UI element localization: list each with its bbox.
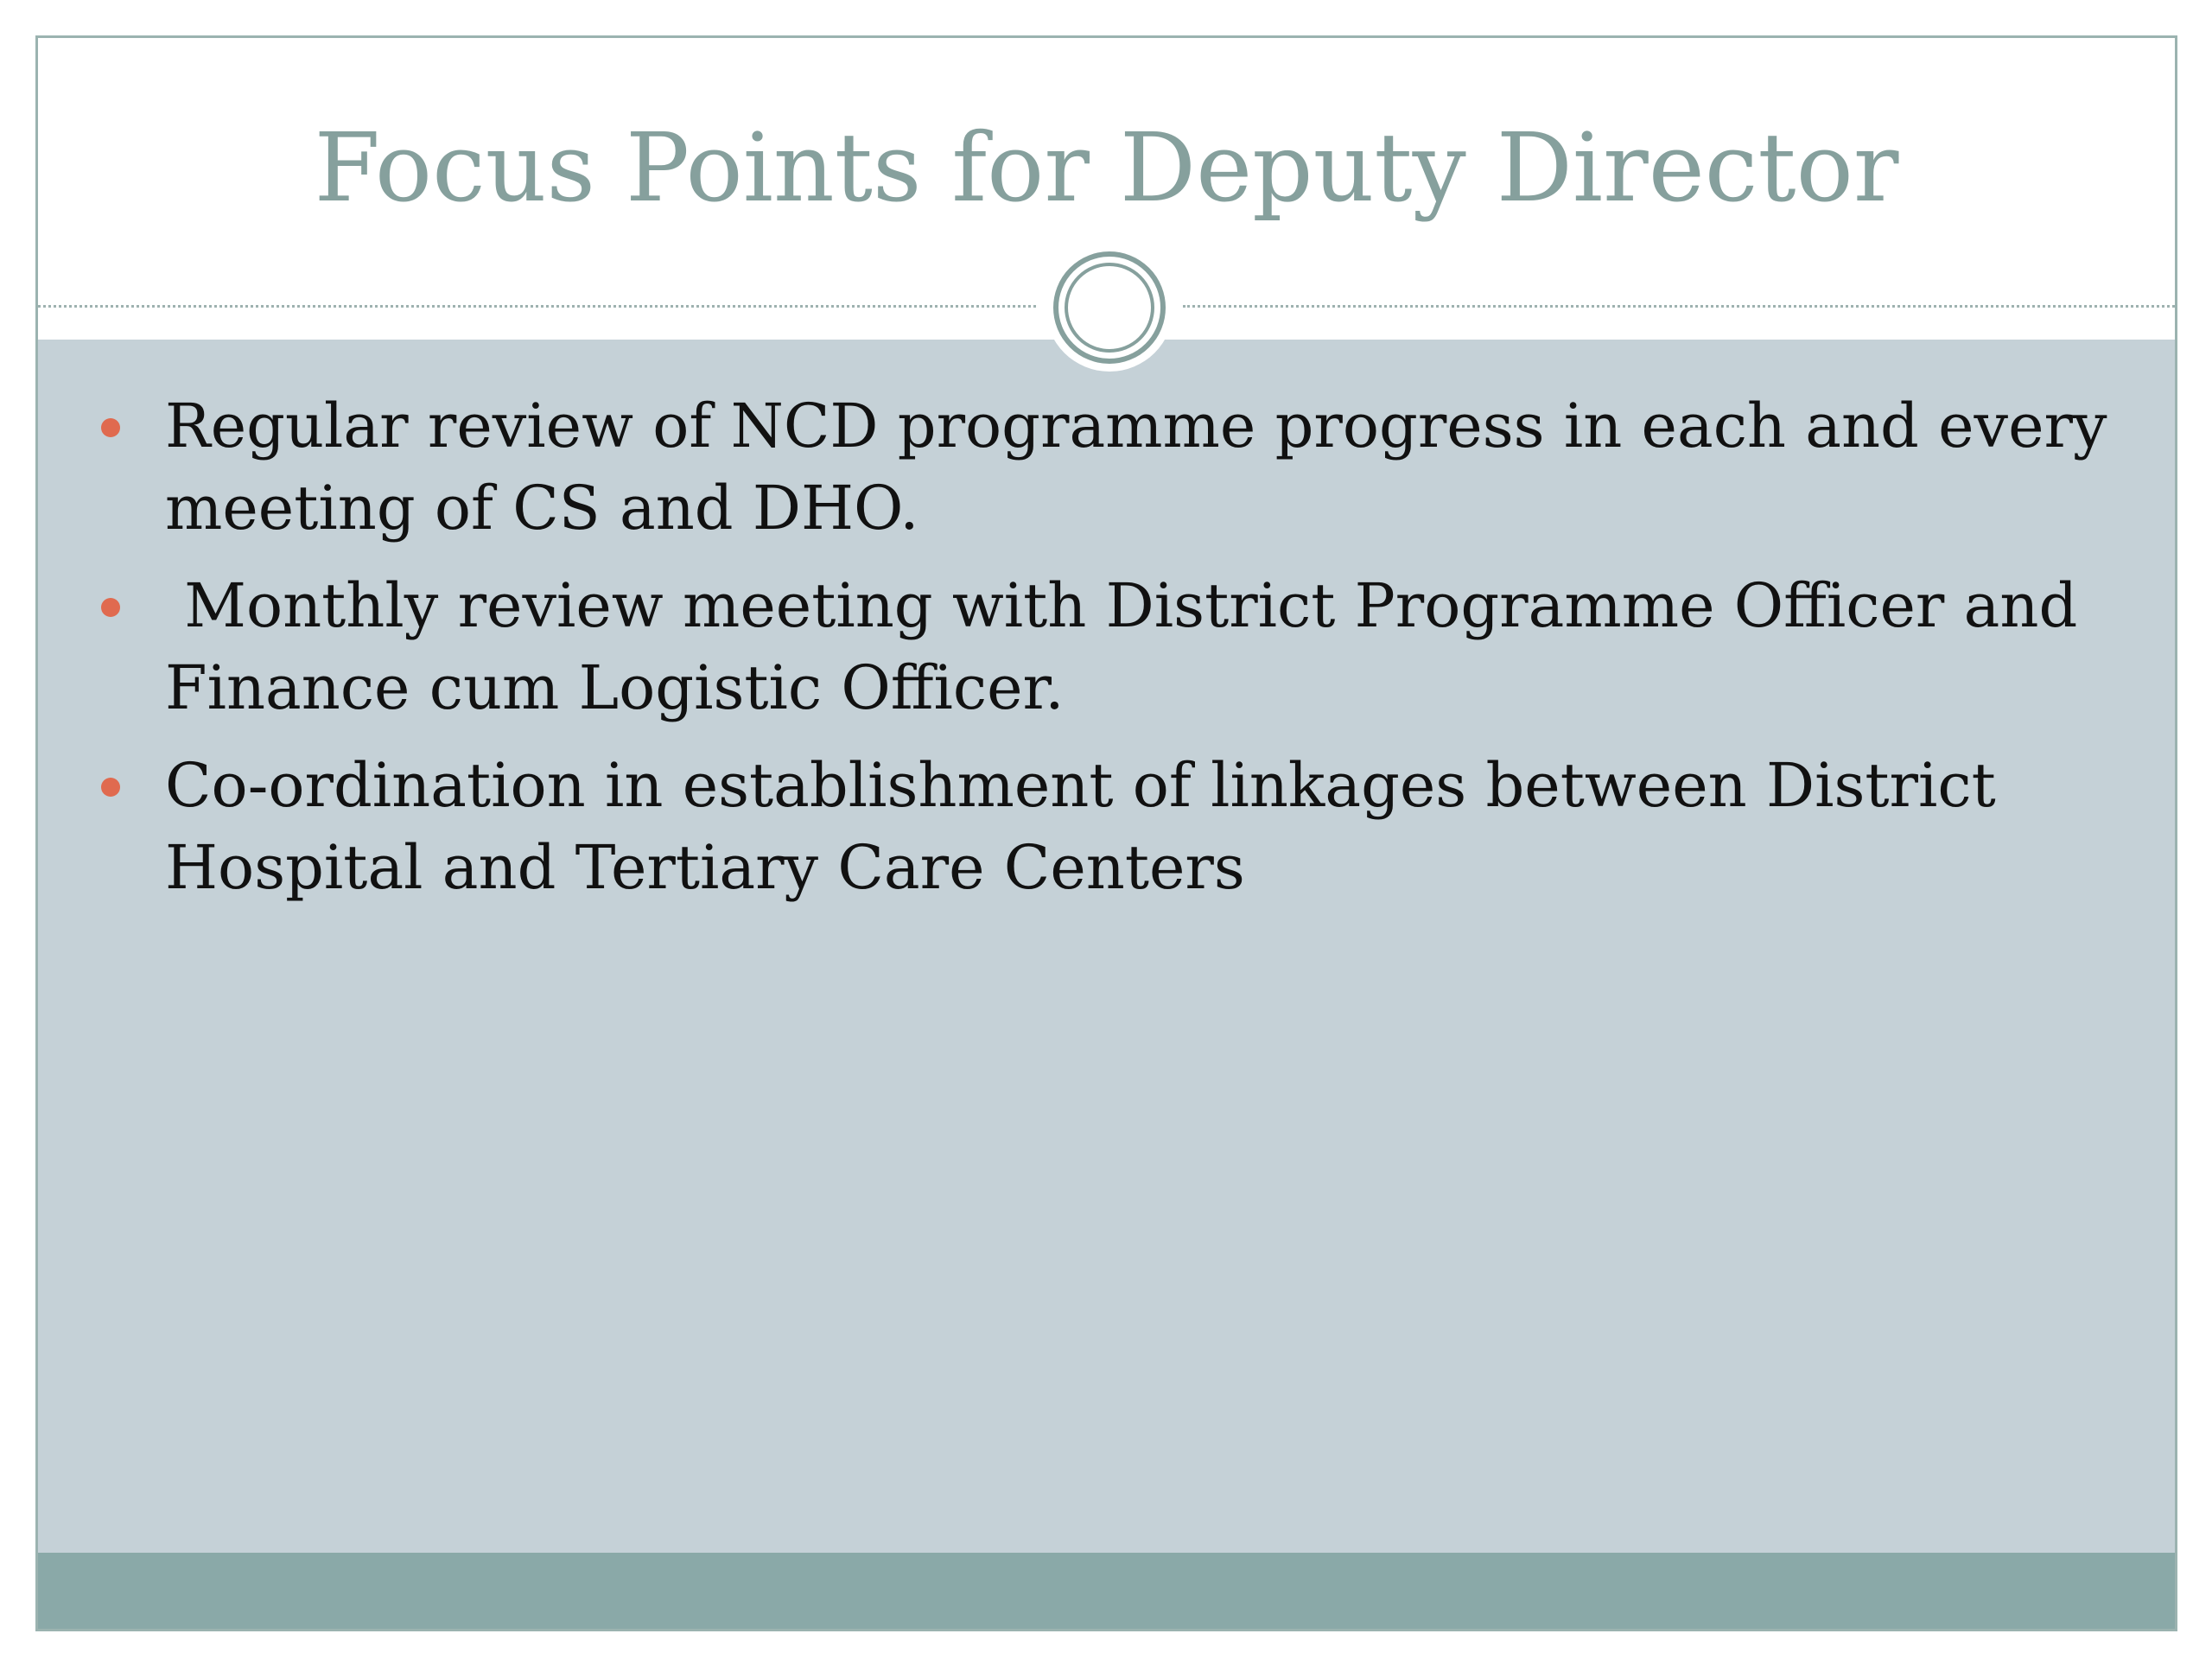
- bullet-dot-icon: [101, 598, 120, 617]
- bullet-text: Monthly review meeting with District Programme Officer and Finance cum Logistic Officer.: [165, 570, 2097, 723]
- footer-band: [38, 1553, 2175, 1629]
- bullet-dot-icon: [101, 778, 120, 797]
- slide: [35, 35, 2177, 1631]
- bullet-text: Regular review of NCD programme progress in each and every meeting of CS and DHO.: [165, 391, 2107, 543]
- bullet-item: [38, 385, 2175, 550]
- divider-right: [1183, 305, 2175, 308]
- bullet-text: Co-ordination in establishment of linkages between District Hospital and Tertiary Care Centers: [165, 750, 1996, 903]
- slide-title: Focus Points for Deputy Director: [314, 112, 1899, 223]
- bullet-list: [38, 385, 2175, 925]
- bullet-dot-icon: [101, 418, 120, 437]
- bullet-item: [38, 565, 2175, 729]
- divider-left: [38, 305, 1036, 308]
- bullet-item: [38, 745, 2175, 909]
- circle-ornament-inner-ring: [1065, 263, 1154, 353]
